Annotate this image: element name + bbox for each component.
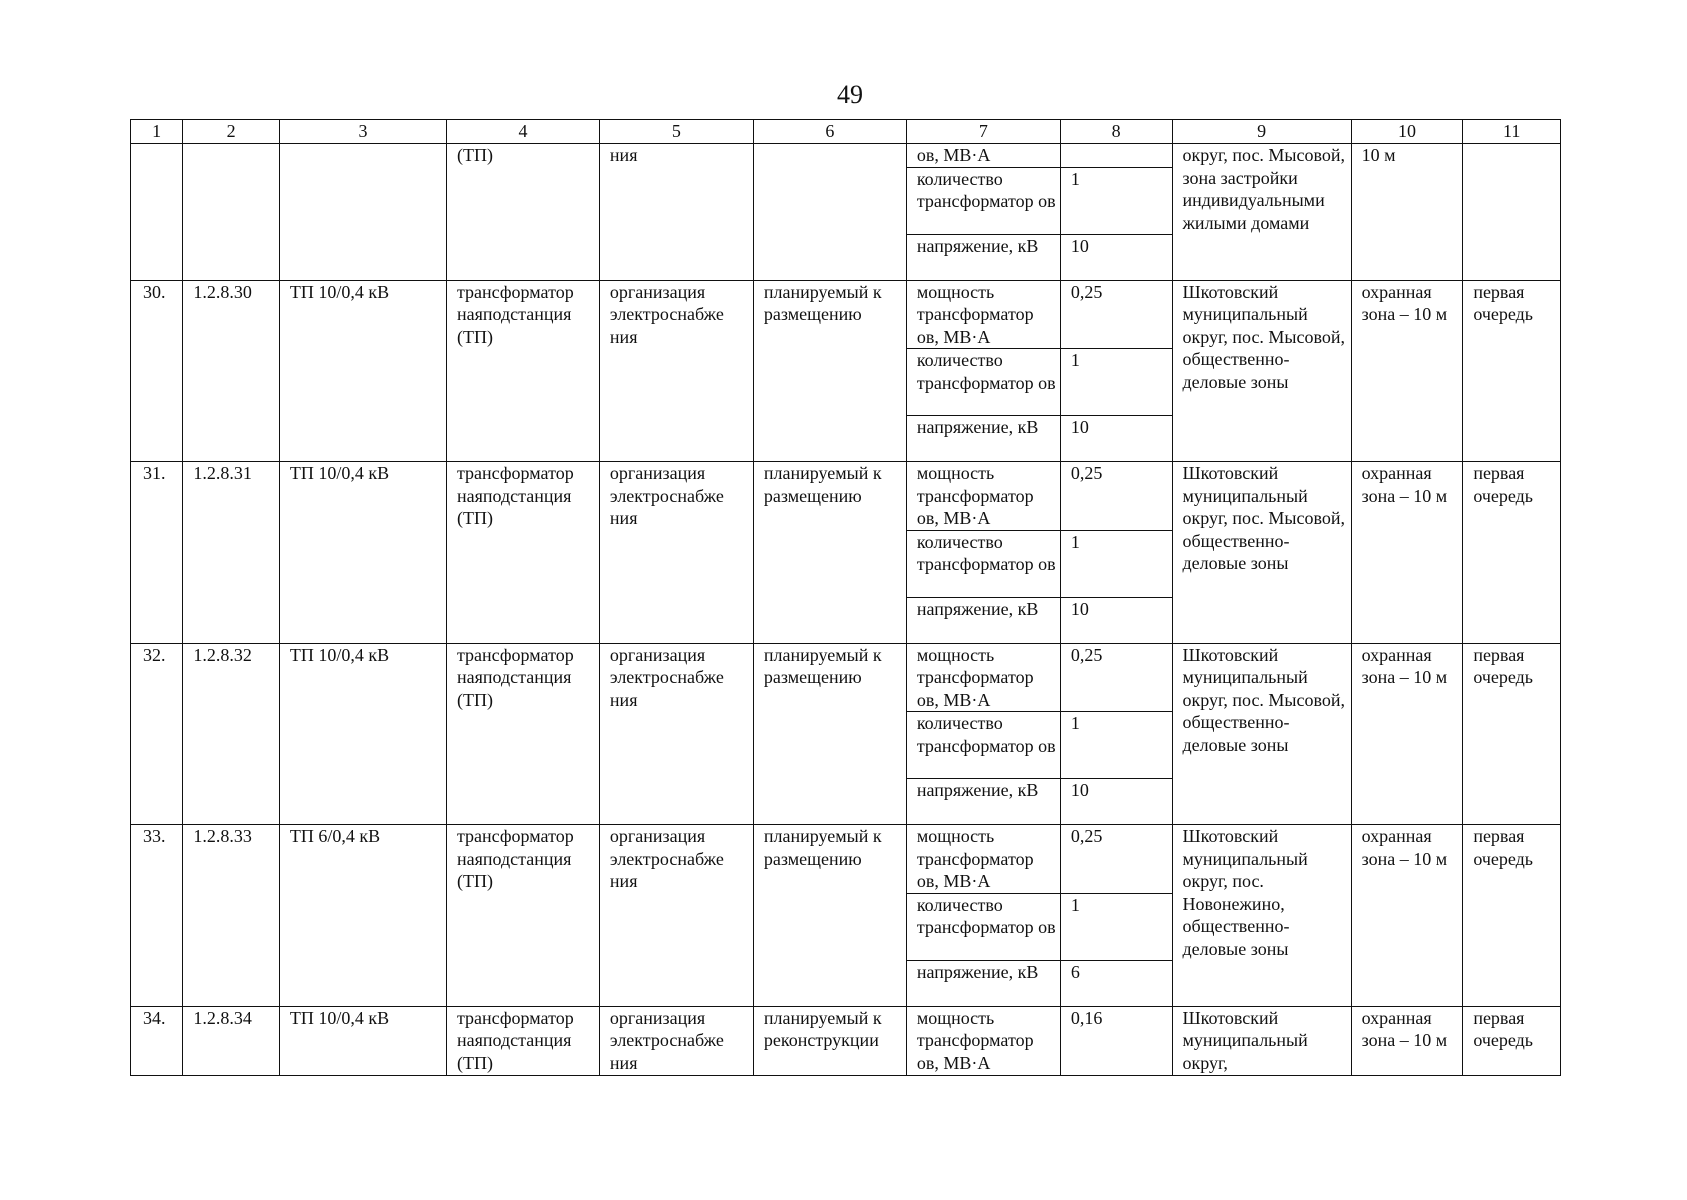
column-header: 8 [1060,120,1172,144]
cell-code [183,144,280,281]
column-header: 1 [131,120,183,144]
column-number-row [131,120,1561,144]
cell-param-value: 10 [1060,779,1172,825]
cell-param-name: мощность трансформатор ов, МВ·А [906,280,1060,349]
cell-param-value: 10 [1060,416,1172,462]
column-header: 4 [446,120,599,144]
column-header: 3 [279,120,446,144]
cell-type: трансформатор наяподстанция (ТП) [446,643,599,825]
cell-param-value: 0,16 [1060,1006,1172,1075]
cell-param-value: 10 [1060,597,1172,643]
cell-param-value: 1 [1060,349,1172,416]
cell-param-value: 0,25 [1060,462,1172,531]
cell-status [753,144,906,281]
cell-purpose: организация электроснабже ния [599,1006,753,1075]
cell-zone: охранная зона – 10 м [1351,825,1463,1007]
cell-purpose: организация электроснабже ния [599,462,753,644]
cell-param-value: 0,25 [1060,280,1172,349]
cell-location: Шкотовский муниципальный округ, пос. Новонежино, общественно-деловые зоны [1172,825,1351,1007]
cell-name: ТП 6/0,4 кВ [279,825,446,1007]
cell-param-name: напряжение, кВ [906,960,1060,1006]
cell-zone: охранная зона – 10 м [1351,1006,1463,1075]
cell-zone: 10 м [1351,144,1463,281]
table-row [131,643,1561,712]
cell-zone: охранная зона – 10 м [1351,280,1463,462]
cell-num: 34. [131,1006,183,1075]
cell-param-name: мощность трансформатор ов, МВ·А [906,643,1060,712]
cell-code: 1.2.8.30 [183,280,280,462]
cell-type: (ТП) [446,144,599,281]
cell-zone: охранная зона – 10 м [1351,643,1463,825]
column-header: 10 [1351,120,1463,144]
cell-stage: первая очередь [1463,643,1561,825]
column-header: 7 [906,120,1060,144]
cell-param-value [1060,144,1172,168]
cell-location: округ, пос. Мысовой, зона застройки индивидуальными жилыми домами [1172,144,1351,281]
cell-code: 1.2.8.33 [183,825,280,1007]
cell-param-name: количество трансформатор ов [906,349,1060,416]
cell-location: Шкотовский муниципальный округ, пос. Мысовой, общественно-деловые зоны [1172,643,1351,825]
cell-param-name: напряжение, кВ [906,597,1060,643]
cell-param-name: мощность трансформатор ов, МВ·А [906,462,1060,531]
cell-param-name: количество трансформатор ов [906,530,1060,597]
cell-type: трансформатор наяподстанция (ТП) [446,462,599,644]
cell-status: планируемый к размещению [753,643,906,825]
cell-stage: первая очередь [1463,462,1561,644]
cell-stage: первая очередь [1463,280,1561,462]
cell-name: ТП 10/0,4 кВ [279,643,446,825]
cell-status: планируемый к размещению [753,280,906,462]
cell-stage [1463,144,1561,281]
cell-status: планируемый к реконструкции [753,1006,906,1075]
cell-code: 1.2.8.32 [183,643,280,825]
column-header: 9 [1172,120,1351,144]
column-header: 11 [1463,120,1561,144]
cell-type: трансформатор наяподстанция (ТП) [446,825,599,1007]
table-row [131,1006,1561,1075]
column-header: 5 [599,120,753,144]
cell-param-value: 1 [1060,712,1172,779]
cell-zone: охранная зона – 10 м [1351,462,1463,644]
cell-param-name: напряжение, кВ [906,779,1060,825]
cell-location: Шкотовский муниципальный округ, пос. Мысовой, общественно-деловые зоны [1172,280,1351,462]
cell-name: ТП 10/0,4 кВ [279,280,446,462]
cell-name: ТП 10/0,4 кВ [279,462,446,644]
cell-type: трансформатор наяподстанция (ТП) [446,1006,599,1075]
cell-stage: первая очередь [1463,825,1561,1007]
table-row [131,825,1561,894]
cell-param-name: количество трансформатор ов [906,167,1060,234]
cell-num: 33. [131,825,183,1007]
cell-param-name: напряжение, кВ [906,416,1060,462]
cell-purpose: организация электроснабже ния [599,643,753,825]
cell-param-value: 10 [1060,234,1172,280]
cell-param-name: напряжение, кВ [906,234,1060,280]
table-row [131,462,1561,531]
cell-num: 30. [131,280,183,462]
cell-param-value: 6 [1060,960,1172,1006]
cell-status: планируемый к размещению [753,462,906,644]
cell-num: 31. [131,462,183,644]
cell-param-name: мощность трансформатор ов, МВ·А [906,825,1060,894]
table-row [131,280,1561,349]
cell-param-value: 1 [1060,893,1172,960]
page-number: 49 [837,80,863,109]
cell-type: трансформатор наяподстанция (ТП) [446,280,599,462]
cell-name: ТП 10/0,4 кВ [279,1006,446,1075]
cell-param-value: 0,25 [1060,643,1172,712]
cell-purpose: организация электроснабже ния [599,280,753,462]
cell-stage: первая очередь [1463,1006,1561,1075]
cell-status: планируемый к размещению [753,825,906,1007]
cell-param-value: 1 [1060,530,1172,597]
column-header: 2 [183,120,280,144]
cell-num: 32. [131,643,183,825]
cell-location: Шкотовский муниципальный округ, пос. Мысовой, общественно-деловые зоны [1172,462,1351,644]
infrastructure-table [130,119,1561,1076]
cell-code: 1.2.8.31 [183,462,280,644]
cell-location: Шкотовский муниципальный округ, [1172,1006,1351,1075]
cell-purpose: организация электроснабже ния [599,825,753,1007]
cell-code: 1.2.8.34 [183,1006,280,1075]
cell-param-name: ов, МВ·А [906,144,1060,168]
cell-param-value: 1 [1060,167,1172,234]
cell-param-name: мощность трансформатор ов, МВ·А [906,1006,1060,1075]
cell-num [131,144,183,281]
cell-param-name: количество трансформатор ов [906,712,1060,779]
cell-param-name: количество трансформатор ов [906,893,1060,960]
cell-purpose: ния [599,144,753,281]
cell-param-value: 0,25 [1060,825,1172,894]
column-header: 6 [753,120,906,144]
cell-name [279,144,446,281]
table-row [131,144,1561,168]
